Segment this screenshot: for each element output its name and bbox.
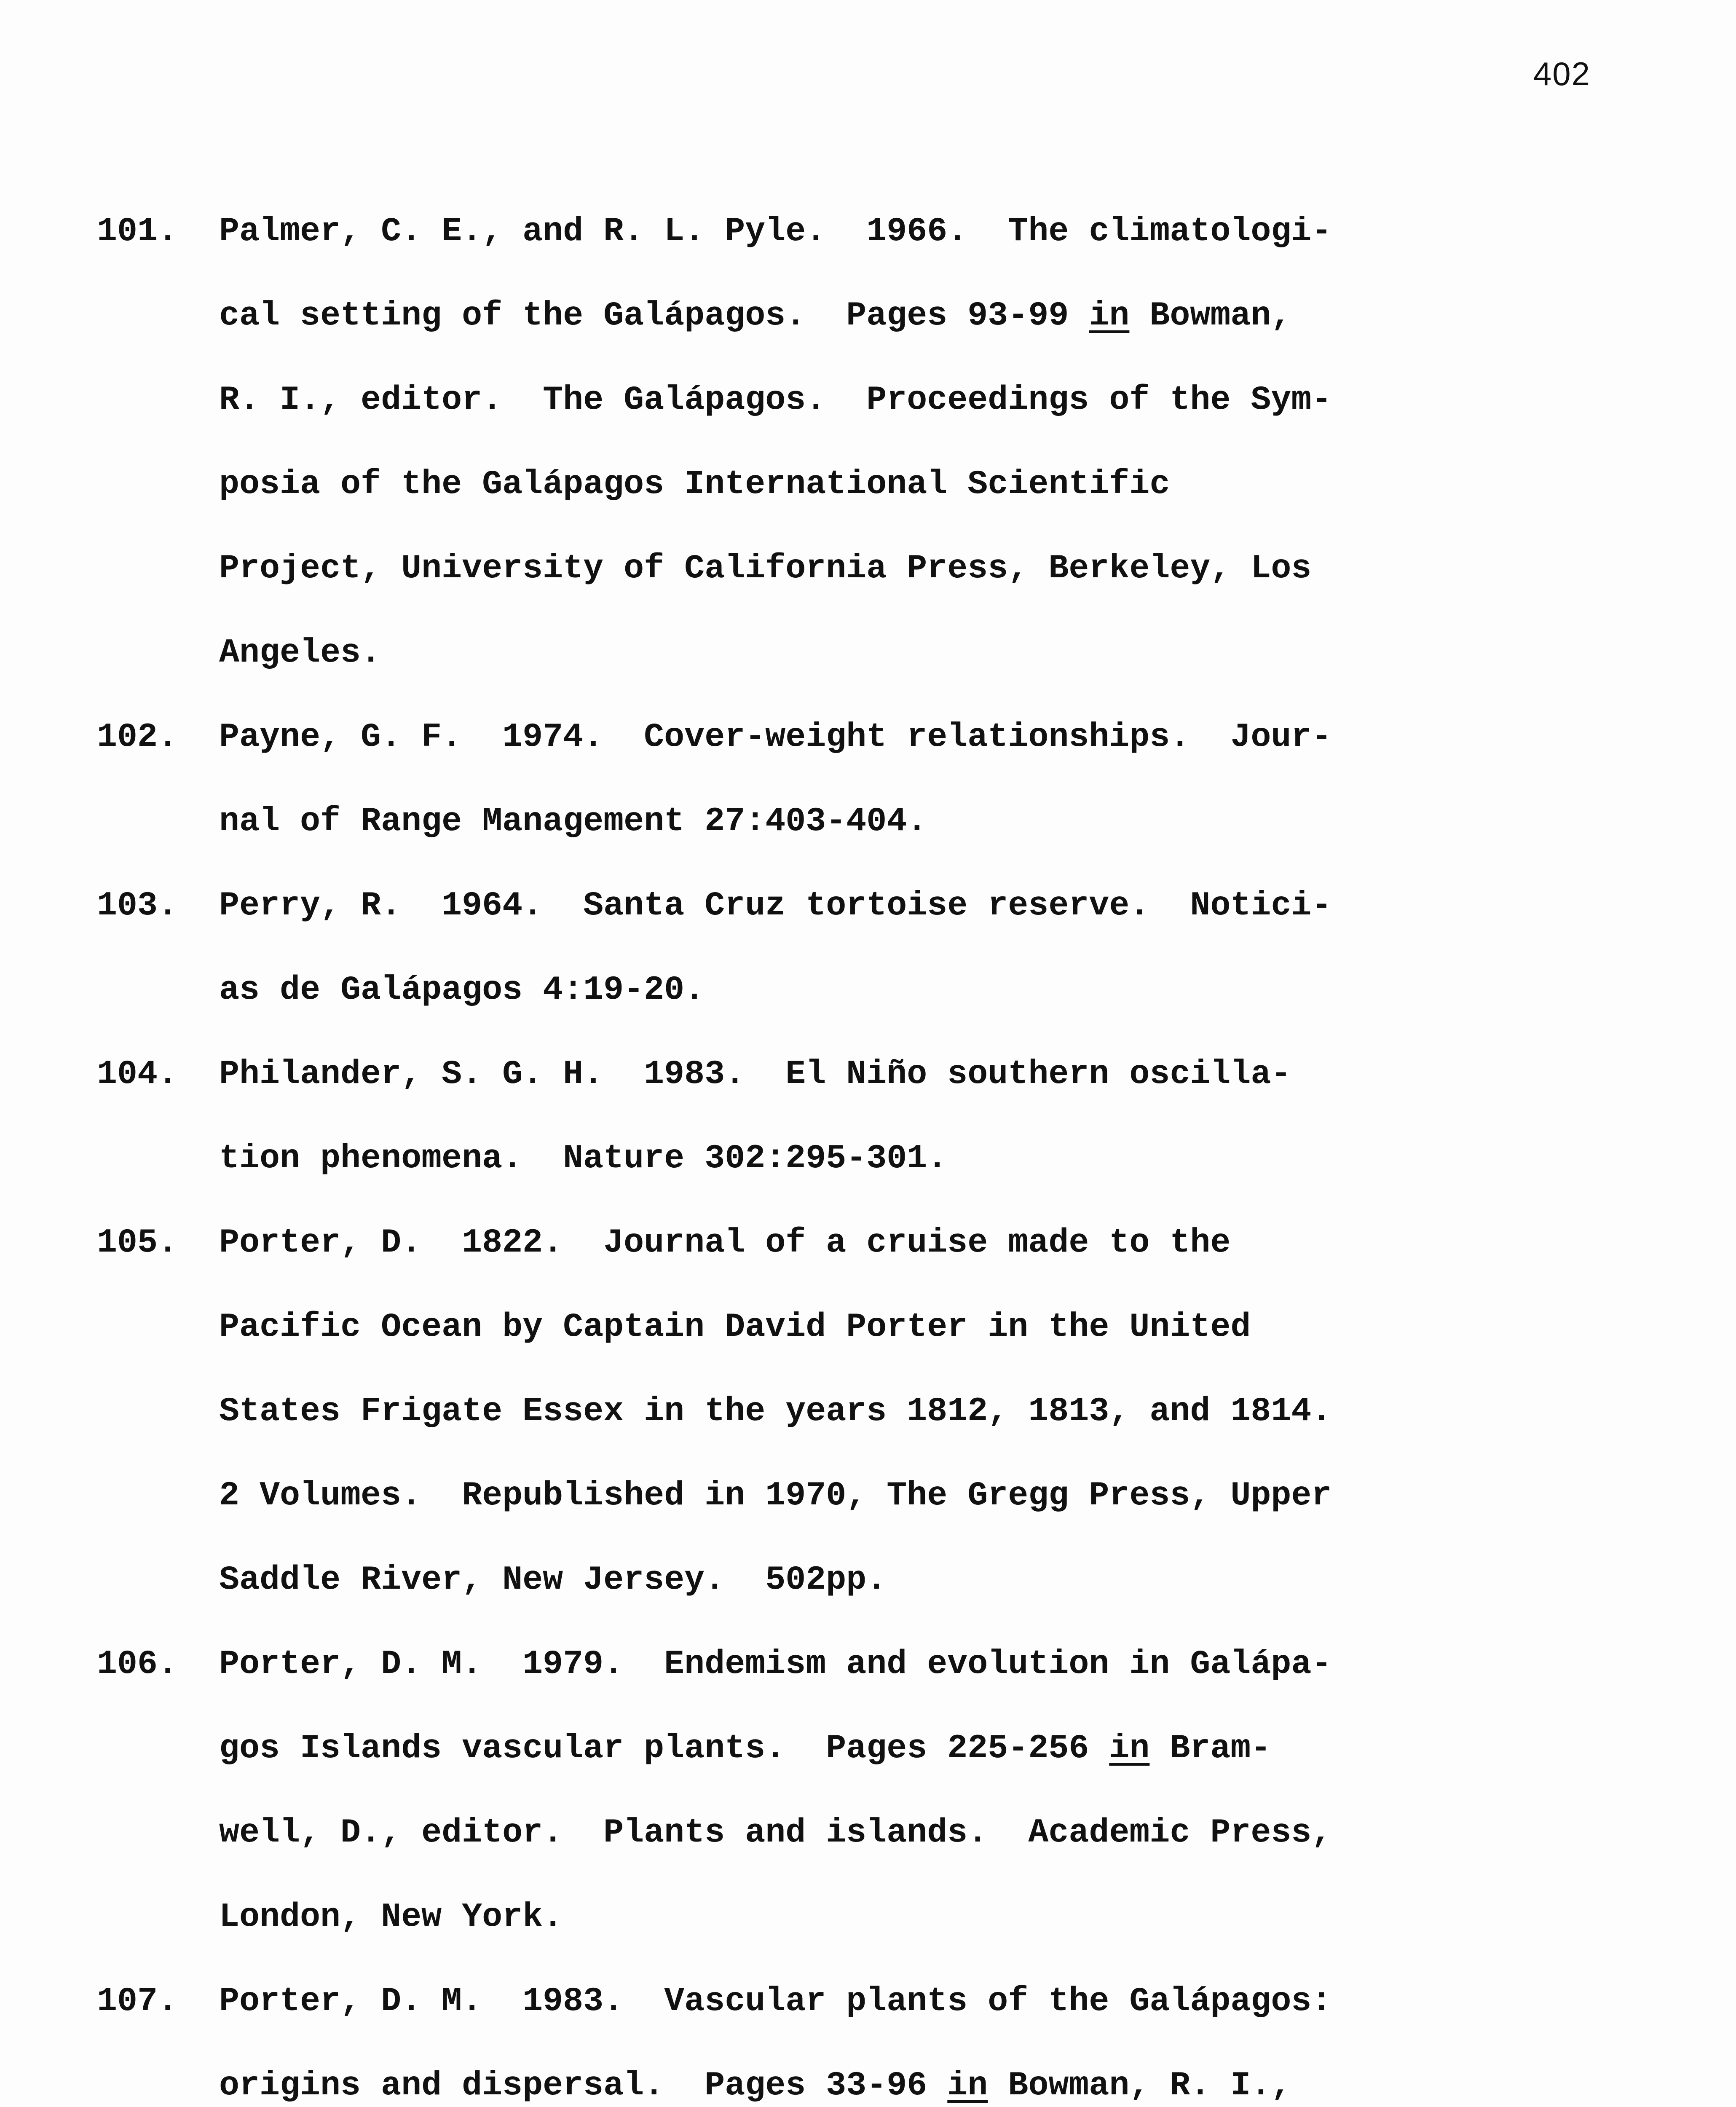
underlined-word: in [947,2067,988,2105]
page-number: 402 [1533,55,1591,92]
reference-text-segment: tion phenomena. Nature 302:295-301. [219,1139,948,1178]
reference-number: 103. [97,887,178,925]
reference-line [219,695,1614,780]
reference-line [219,864,1614,948]
reference-text-segment: Palmer, C. E., and R. L. Pyle. 1966. The climatologi- [219,212,1332,251]
reference-line [219,1117,1614,1201]
reference-line [219,611,1614,695]
underlined-word: in [1089,297,1130,335]
reference-line [219,1538,1614,1622]
reference-line [219,1454,1614,1538]
reference-text-segment: Bowman, R. I., [988,2067,1291,2105]
reference-text-segment: Payne, G. F. 1974. Cover-weight relationships. Jour- [219,718,1332,756]
reference-line [219,358,1614,442]
reference-text-segment: nal of Range Management 27:403-404. [219,802,927,841]
reference-number: 106. [97,1645,178,1683]
reference-line [219,190,1614,274]
reference-line [219,1960,1614,2044]
reference-text-segment: Bowman, [1129,297,1291,335]
reference-entry [97,1960,1614,2107]
reference-text-segment: London, New York. [219,1898,563,1936]
reference-number: 102. [97,718,178,756]
reference-text-segment: Porter, D. M. 1983. Vascular plants of the Galápagos: [219,1982,1332,2021]
reference-text-segment: States Frigate Essex in the years 1812, 1813, and 1814. [219,1392,1332,1431]
reference-line [219,948,1614,1032]
reference-text-segment: 2 Volumes. Republished in 1970, The Gregg Press, Upper [219,1477,1332,1515]
reference-text-segment: Project, University of California Press, Berkeley, Los [219,550,1312,588]
reference-line [219,1622,1614,1707]
reference-line [219,1707,1614,1791]
reference-number: 104. [97,1055,178,1094]
reference-text-segment: cal setting of the Galápagos. Pages 93-99 [219,297,1089,335]
reference-line [219,780,1614,864]
reference-text [219,1201,1614,1622]
reference-entry [97,190,1614,695]
reference-number: 101. [97,212,178,251]
reference-text-segment: Perry, R. 1964. Santa Cruz tortoise reserve. Notici- [219,887,1332,925]
reference-entry [97,695,1614,864]
reference-list [97,190,1614,2107]
reference-text-segment: Saddle River, New Jersey. 502pp. [219,1561,887,1599]
reference-text-segment: Philander, S. G. H. 1983. El Niño southern oscilla- [219,1055,1291,1094]
reference-line [219,2044,1614,2107]
reference-line [219,1032,1614,1117]
reference-number: 105. [97,1224,178,1262]
reference-line [219,1201,1614,1285]
reference-text-segment: Porter, D. 1822. Journal of a cruise made to the [219,1224,1231,1262]
reference-text-segment: Pacific Ocean by Captain David Porter in the United [219,1308,1251,1346]
reference-line [219,1875,1614,1960]
reference-line [219,442,1614,527]
reference-entry [97,864,1614,1032]
reference-text [219,190,1614,695]
reference-line [219,1370,1614,1454]
reference-text [219,1960,1614,2107]
reference-line [219,274,1614,358]
reference-text-segment: R. I., editor. The Galápagos. Proceedings of the Sym- [219,381,1332,419]
reference-text-segment: posia of the Galápagos International Scientific [219,465,1170,504]
reference-text-segment: as de Galápagos 4:19-20. [219,971,705,1009]
reference-line [219,1285,1614,1370]
reference-text-segment: origins and dispersal. Pages 33-96 [219,2067,948,2105]
reference-text-segment: Angeles. [219,634,381,672]
reference-line [219,527,1614,611]
reference-number: 107. [97,1982,178,2021]
reference-text-segment: Bram- [1149,1729,1271,1768]
reference-text-segment: gos Islands vascular plants. Pages 225-256 [219,1729,1109,1768]
reference-entry [97,1032,1614,1201]
reference-text [219,864,1614,1032]
reference-entry [97,1201,1614,1622]
reference-text-segment: well, D., editor. Plants and islands. Academic Press, [219,1814,1332,1852]
reference-entry [97,1622,1614,1960]
reference-text-segment: Porter, D. M. 1979. Endemism and evolution in Galápa- [219,1645,1332,1683]
reference-line [219,1791,1614,1875]
underlined-word: in [1109,1729,1150,1768]
reference-text [219,1622,1614,1960]
reference-text [219,695,1614,864]
reference-text [219,1032,1614,1201]
